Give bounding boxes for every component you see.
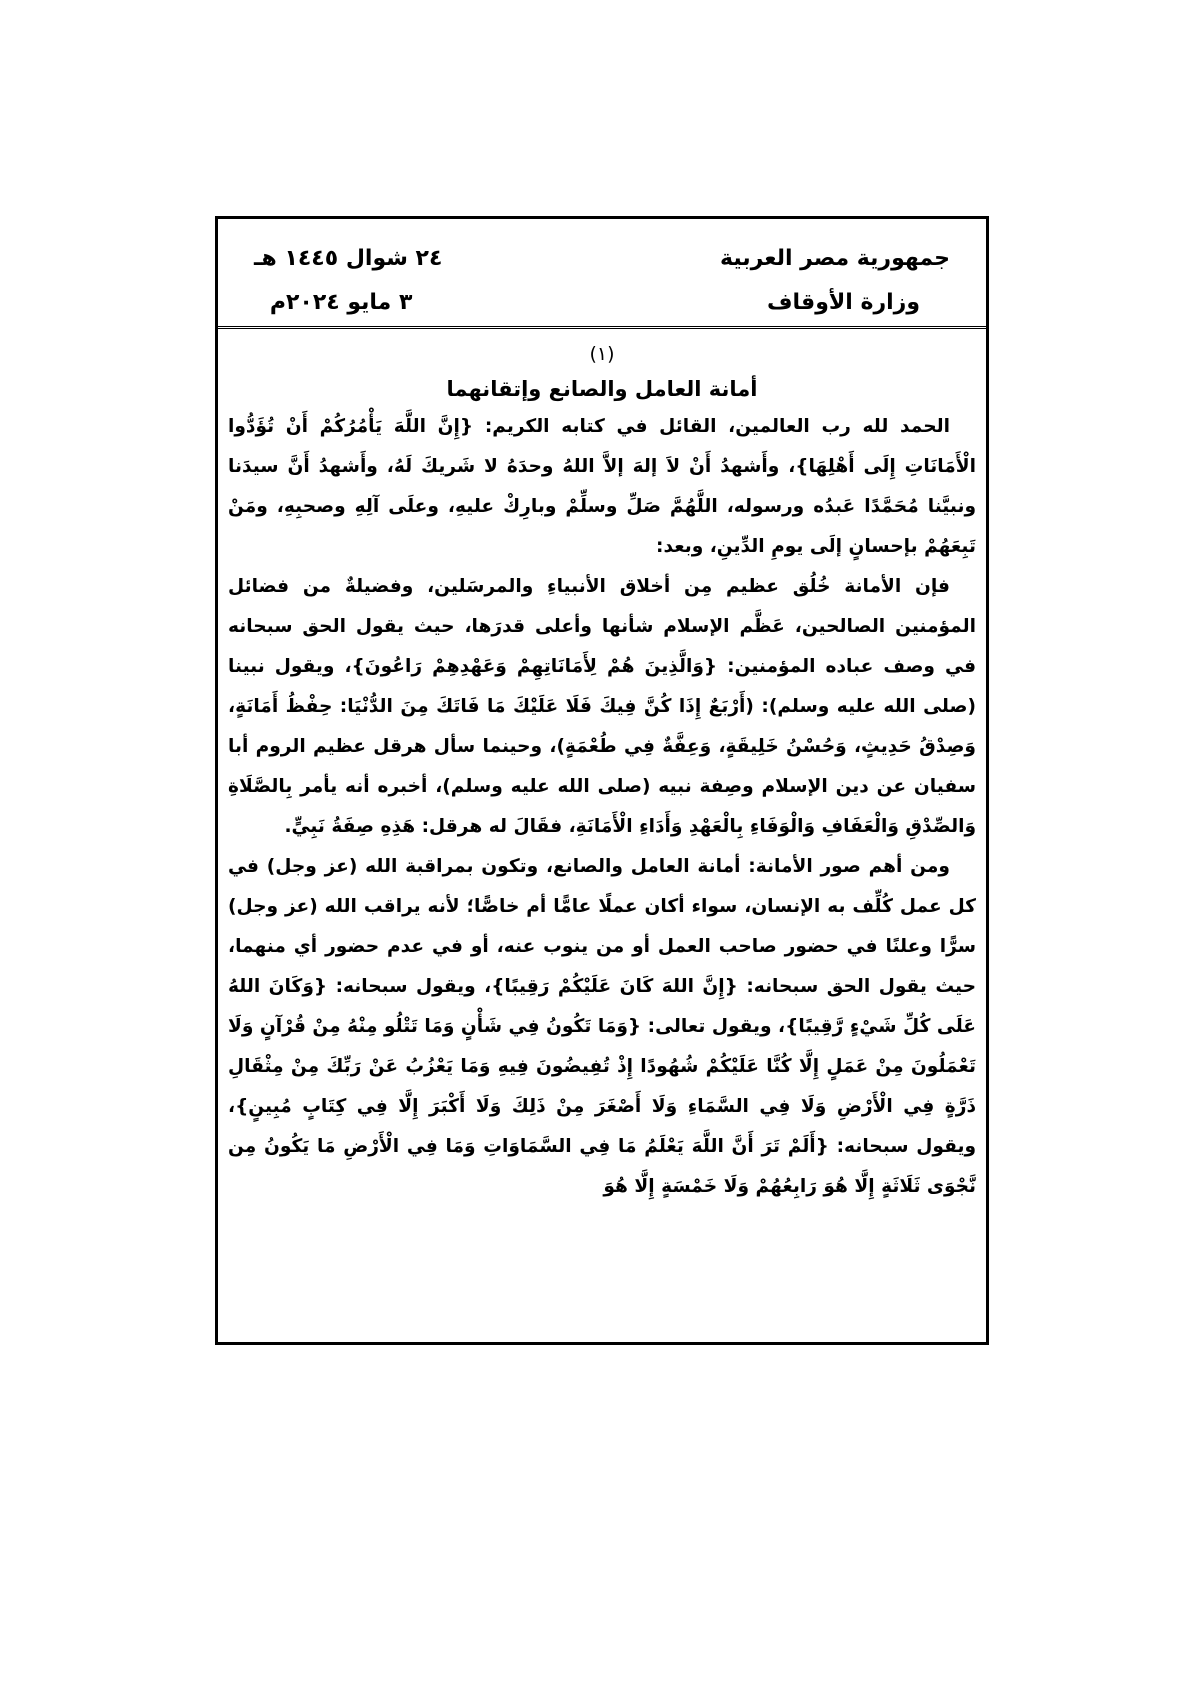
paragraph-intro: الحمد لله رب العالمين، القائل في كتابه الكريم: {إِنَّ اللَّهَ يَأْمُرُكُمْ أَنْ تُؤَدُّوا الْأَمَانَاتِ إِلَى أَهْلِهَا}، وأَشهدُ أَنْ لاَ إلهَ إلاَّ اللهُ وحدَهُ لا شَريكَ لَهُ، وأَشهدُ أَنَّ سيدَنا ونبيَّنا مُحَمَّدًا عَبدُه ورسوله، اللَّهُمَّ صَلِّ وسلِّمْ وبارِكْ عليهِ، وعلَى آلِهِ وصحبِهِ، ومَنْ تَبِعَهُمْ بإحسانٍ إلَى يومِ الدِّينِ، وبعد: (228, 416, 976, 557)
document-header (218, 219, 986, 329)
body-text (228, 407, 976, 1207)
paragraph-honesty: فإن الأمانة خُلُق عظيم مِن أخلاق الأنبياءِ والمرسَلين، وفضيلةٌ من فضائل المؤمنين الصالحين، عَظَّم الإسلام شأنها وأعلى قدرَها، حيث يقول الحق سبحانه في وصف عباده المؤمنين: {وَالَّذِينَ هُمْ لِأَمَانَاتِهِمْ وَعَهْدِهِمْ رَاعُونَ}، ويقول نبينا (صلى الله عليه وسلم): (أَرْبَعٌ إِذَا كُنَّ فِيكَ فَلَا عَلَيْكَ مَا فَاتَكَ مِنَ الدُّنْيَا: حِفْظُ أَمَانَةٍ، وَصِدْقُ حَدِيثٍ، وَحُسْنُ خَلِيقَةٍ، وَعِفَّةٌ فِي طُعْمَةٍ)، وحينما سأل هرقل عظيم الروم أبا سفيان عن دين الإسلام وصِفة نبيه (صلى الله عليه وسلم)، أخبره أنه يأمر بِالصَّلَاةِ وَالصِّدْقِ وَالْعَفَافِ وَالْوَفَاءِ بِالْعَهْدِ وَأَدَاءِ الْأَمَانَةِ، فقَالَ له هرقل: هَذِهِ صِفَةُ نَبِيٍّ. (228, 576, 976, 837)
section-title: أمانة العامل والصانع وإتقانهما (446, 377, 758, 401)
country-name: جمهورية مصر العربية (720, 246, 950, 271)
document-body (228, 333, 976, 1207)
paragraph-worker-honesty: ومن أهم صور الأمانة: أمانة العامل والصانع، وتكون بمراقبة الله (عز وجل) في كل عمل كُلِّف به الإنسان، سواء أكان عملًا عامًّا أم خاصًّا؛ لأنه يراقب الله (عز وجل) سرًّا وعلنًا في حضور صاحب العمل أو من ينوب عنه، أو في عدم حضور أي منهما، حيث يقول الحق سبحانه: {إِنَّ اللهَ كَانَ عَلَيْكُمْ رَقِيبًا}، ويقول سبحانه: {وَكَانَ اللهُ عَلَى كُلِّ شَيْءٍ رَّقِيبًا}، ويقول تعالى: {وَمَا تَكُونُ فِي شَأْنٍ وَمَا تَتْلُو مِنْهُ مِنْ قُرْآنٍ وَلَا تَعْمَلُونَ مِنْ عَمَلٍ إِلَّا كُنَّا عَلَيْكُمْ شُهُودًا إِذْ تُفِيضُونَ فِيهِ وَمَا يَعْزُبُ عَنْ رَبِّكَ مِنْ مِثْقَالِ ذَرَّةٍ فِي الْأَرْضِ وَلَا فِي السَّمَاءِ وَلَا أَصْغَرَ مِنْ ذَلِكَ وَلَا أَكْبَرَ إِلَّا فِي كِتَابٍ مُبِينٍ}، ويقول سبحانه: {أَلَمْ تَرَ أَنَّ اللَّهَ يَعْلَمُ مَا فِي السَّمَاوَاتِ وَمَا فِي الْأَرْضِ مَا يَكُونُ مِن نَّجْوَى ثَلَاثَةٍ إِلَّا هُوَ رَابِعُهُمْ وَلَا خَمْسَةٍ إِلَّا هُوَ (228, 856, 976, 1197)
page-frame (215, 216, 989, 1345)
gregorian-date: ٣ مايو ٢٠٢٤م (269, 290, 413, 315)
header-ministry-block (720, 237, 950, 325)
section-number: (١) (589, 343, 615, 365)
header-date-block (254, 237, 442, 325)
hijri-date: ٢٤ شوال ١٤٤٥ هـ (254, 246, 443, 271)
ministry-name: وزارة الأوقاف (766, 290, 920, 315)
